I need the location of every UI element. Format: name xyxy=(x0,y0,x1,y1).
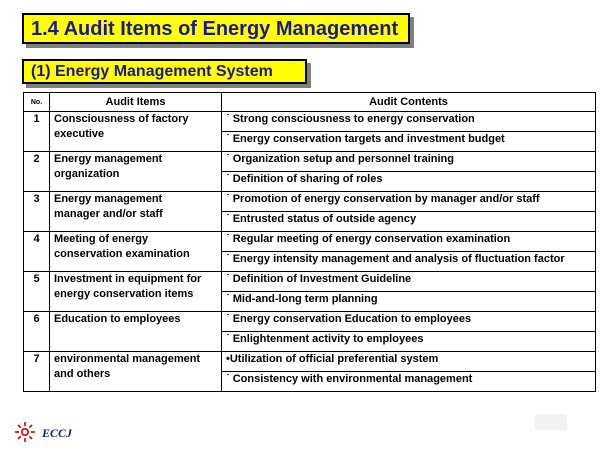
audit-item xyxy=(50,312,222,352)
audit-table-body xyxy=(24,112,596,392)
eccj-logo-icon xyxy=(14,421,36,443)
table-row xyxy=(24,352,596,372)
audit-content: ˙ Enlightenment activity to employees xyxy=(222,332,596,352)
audit-item xyxy=(50,272,222,312)
section-subtitle: (1) Energy Management System xyxy=(31,63,273,80)
audit-item-text: Investment in equipment for energy conservation items xyxy=(54,273,202,300)
logo-text: ECCJ xyxy=(42,426,73,440)
audit-item xyxy=(50,192,222,232)
audit-content: ˙ Strong consciousness to energy conservation xyxy=(222,112,596,132)
audit-content: ˙ Definition of sharing of roles xyxy=(222,172,596,192)
audit-item-text: Meeting of energy conservation examination xyxy=(54,233,190,260)
row-number: 7 xyxy=(24,352,50,392)
row-number: 4 xyxy=(24,232,50,272)
title-banner xyxy=(22,13,410,44)
audit-item xyxy=(50,232,222,272)
table-row xyxy=(24,112,596,132)
audit-content: ˙ Energy intensity management and analysis of fluctuation factor xyxy=(222,252,596,272)
table-row xyxy=(24,232,596,252)
table-row xyxy=(24,152,596,172)
row-number: 1 xyxy=(24,112,50,152)
audit-content: •Utilization of official preferential system xyxy=(222,352,596,372)
table-row xyxy=(24,312,596,332)
audit-content: ˙ Energy conservation Education to employees xyxy=(222,312,596,332)
subtitle-banner xyxy=(22,59,307,84)
row-number: 6 xyxy=(24,312,50,352)
row-number: 5 xyxy=(24,272,50,312)
audit-content: ˙ Consistency with environmental management xyxy=(222,372,596,392)
audit-item xyxy=(50,112,222,152)
page-title: 1.4 Audit Items of Energy Management xyxy=(31,18,399,40)
audit-item-text: Energy management organization xyxy=(54,153,163,180)
header-no: No. xyxy=(24,93,50,112)
table-header-row xyxy=(24,93,596,112)
audit-content: ˙ Energy conservation targets and investment budget xyxy=(222,132,596,152)
audit-content: ˙ Definition of Investment Guideline xyxy=(222,272,596,292)
row-number: 2 xyxy=(24,152,50,192)
header-audit-contents: Audit Contents xyxy=(222,93,596,112)
audit-content: ˙ Mid-and-long term planning xyxy=(222,292,596,312)
table-row xyxy=(24,272,596,292)
header-audit-items: Audit Items xyxy=(50,93,222,112)
audit-item-text: Energy management manager and/or staff xyxy=(54,193,163,220)
audit-content: ˙ Promotion of energy conservation by manager and/or staff xyxy=(222,192,596,212)
audit-content: ˙ Organization setup and personnel training xyxy=(222,152,596,172)
row-number: 3 xyxy=(24,192,50,232)
audit-item-text: Consciousness of factory executive xyxy=(54,113,189,140)
audit-content: ˙ Regular meeting of energy conservation examination xyxy=(222,232,596,252)
audit-item-text: Education to employees xyxy=(54,313,181,325)
audit-item-text: environmental management and others xyxy=(54,353,201,380)
faded-watermark xyxy=(535,414,567,430)
audit-item xyxy=(50,352,222,392)
audit-table xyxy=(23,92,596,392)
audit-item xyxy=(50,152,222,192)
table-row xyxy=(24,192,596,212)
audit-content: ˙ Entrusted status of outside agency xyxy=(222,212,596,232)
